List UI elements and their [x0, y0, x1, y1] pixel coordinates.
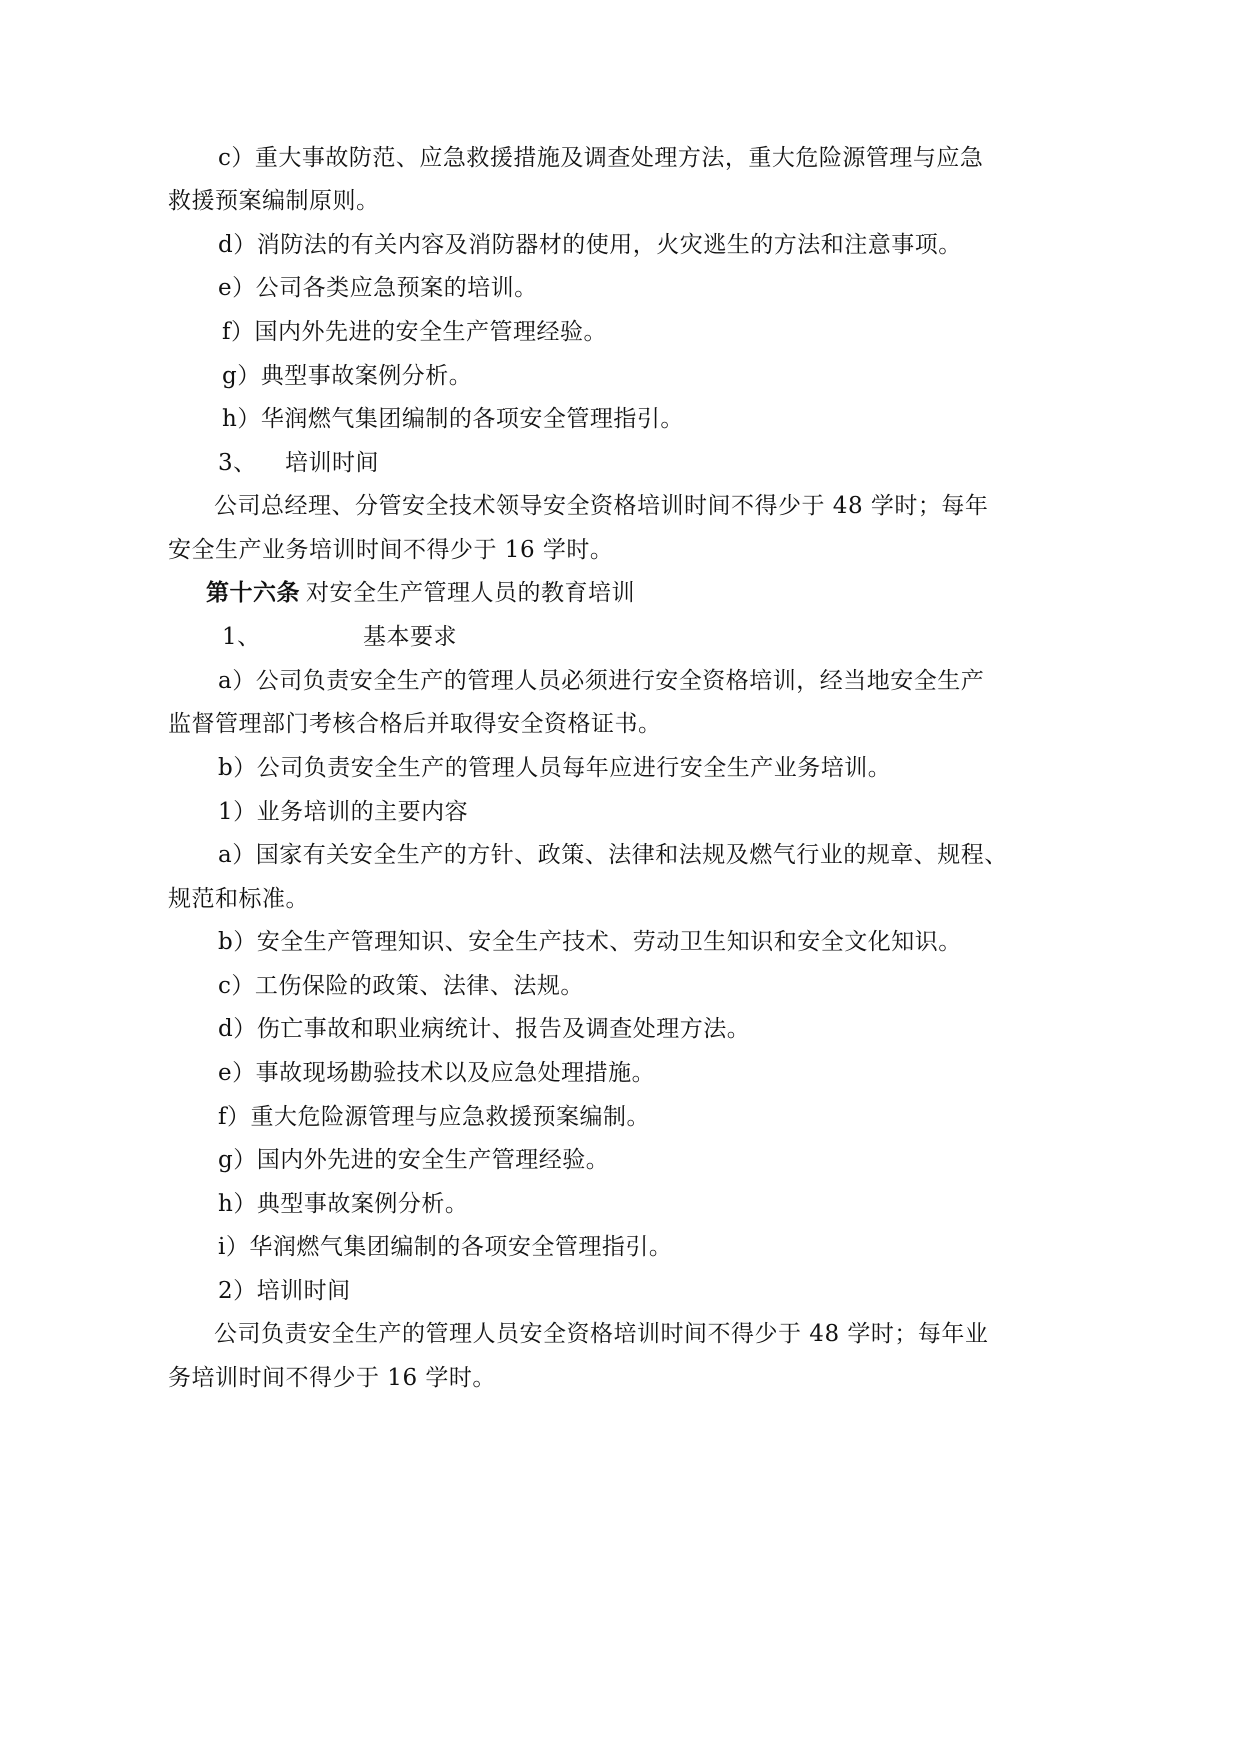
text-line: d）消防法的有关内容及消防器材的使用，火灾逃生的方法和注意事项。 [218, 232, 962, 258]
text-line: g）国内外先进的安全生产管理经验。 [218, 1147, 610, 1173]
text-line: d）伤亡事故和职业病统计、报告及调查处理方法。 [218, 1016, 751, 1042]
text-line: 救援预案编制原则。 [168, 188, 380, 214]
text-line: e）事故现场勘验技术以及应急处理措施。 [218, 1060, 656, 1086]
text-line: 安全生产业务培训时间不得少于 16 学时。 [168, 537, 614, 563]
section-number: 3、 [218, 450, 257, 476]
text-line: 2）培训时间 [218, 1278, 351, 1304]
text-line: a）国家有关安全生产的方针、政策、法律和法规及燃气行业的规章、规程、 [218, 842, 1008, 868]
section-title: 基本要求 [363, 624, 457, 650]
text-line: h）典型事故案例分析。 [218, 1191, 469, 1217]
article-title: 对安全生产管理人员的教育培训 [306, 580, 635, 606]
text-line: i）华润燃气集团编制的各项安全管理指引。 [218, 1234, 673, 1260]
text-line: f）国内外先进的安全生产管理经验。 [222, 319, 608, 345]
section-heading-basic-requirements [222, 622, 522, 652]
text-line: b）安全生产管理知识、安全生产技术、劳动卫生知识和安全文化知识。 [218, 929, 962, 955]
text-line: g）典型事故案例分析。 [222, 363, 473, 389]
section-number: 1、 [222, 624, 261, 650]
text-line: e）公司各类应急预案的培训。 [218, 275, 538, 301]
text-line: 1）业务培训的主要内容 [218, 799, 469, 825]
text-line: a）公司负责安全生产的管理人员必须进行安全资格培训，经当地安全生产 [218, 668, 985, 694]
text-line: 规范和标准。 [168, 886, 309, 912]
article-heading [206, 578, 706, 608]
text-line: f）重大危险源管理与应急救援预案编制。 [218, 1104, 651, 1130]
text-line: h）华润燃气集团编制的各项安全管理指引。 [222, 406, 684, 432]
section-heading-training-time [218, 448, 518, 478]
text-line: b）公司负责安全生产的管理人员每年应进行安全生产业务培训。 [218, 755, 892, 781]
text-line: 公司负责安全生产的管理人员安全资格培训时间不得少于 48 学时；每年业 [214, 1321, 989, 1347]
article-label: 第十六条 [206, 579, 300, 606]
text-line: 监督管理部门考核合格后并取得安全资格证书。 [168, 711, 662, 737]
text-line: c）工伤保险的政策、法律、法规。 [218, 973, 584, 999]
section-title: 培训时间 [285, 450, 379, 476]
text-line: c）重大事故防范、应急救援措施及调查处理方法，重大危险源管理与应急 [218, 145, 984, 171]
text-line: 公司总经理、分管安全技术领导安全资格培训时间不得少于 48 学时；每年 [214, 493, 989, 519]
text-line: 务培训时间不得少于 16 学时。 [168, 1365, 496, 1391]
